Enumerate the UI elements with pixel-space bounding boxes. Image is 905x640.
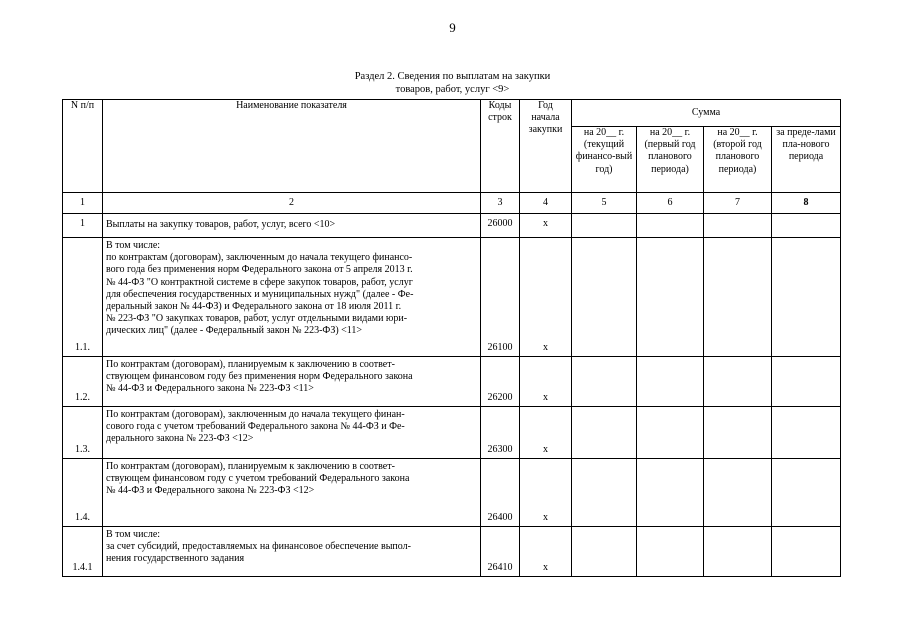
table-row (63, 214, 841, 238)
column-number: 2 (103, 193, 481, 214)
row-name (103, 214, 481, 238)
sum-cell[interactable] (704, 357, 772, 407)
header-col-7: на 20__ г. (второй год планового периода) (704, 127, 772, 193)
row-year: x (520, 214, 572, 238)
section-title-line-1: Раздел 2. Сведения по выплатам на закупки (354, 71, 551, 82)
row-name-line: ствующем финансовом году с учетом требований Федерального закона (106, 473, 410, 485)
column-number: 8 (772, 193, 841, 214)
row-name-line: № 223-ФЗ "О закупках товаров, работ, услуг отдельными видами юри- (106, 313, 408, 325)
column-number-row (63, 193, 841, 214)
sum-cell[interactable] (704, 407, 772, 459)
column-number: 4 (520, 193, 572, 214)
row-name-line: Выплаты на закупку товаров, работ, услуг, всего <10> (106, 219, 336, 231)
sum-cell[interactable] (572, 214, 637, 238)
sum-cell[interactable] (572, 459, 637, 527)
row-name-line: деральный закон № 44-ФЗ) и Федерального закона от 18 июля 2011 г. (106, 301, 402, 313)
sum-cell[interactable] (704, 527, 772, 577)
row-year: x (520, 459, 572, 527)
page-number: 9 (449, 20, 456, 35)
row-name-line: вого года без применения норм Федерального закона от 5 апреля 2013 г. (106, 264, 413, 276)
row-name-line: № 44-ФЗ "О контрактной системе в сфере закупок товаров, работ, услуг (106, 276, 413, 288)
header-col-8: за преде-лами пла-нового периода (772, 127, 841, 193)
sum-cell[interactable] (772, 459, 841, 527)
sum-cell[interactable] (772, 407, 841, 459)
sum-cell[interactable] (572, 238, 637, 357)
row-code: 26410 (481, 527, 520, 577)
row-name-line: дических лиц" (далее - Федеральный закон № 223-ФЗ) <11> (106, 325, 363, 337)
column-number: 5 (572, 193, 637, 214)
sum-cell[interactable] (704, 214, 772, 238)
row-name-line: По контрактам (договорам), заключенным до начала текущего финан- (106, 409, 405, 420)
sum-cell[interactable] (572, 407, 637, 459)
header-sum: Сумма (572, 100, 841, 127)
table-row (63, 238, 841, 357)
table-row (63, 357, 841, 407)
header-year: Год начала закупки (520, 100, 572, 193)
row-name-line: сового года с учетом требований Федерального закона № 44-ФЗ и Фе- (106, 421, 405, 433)
sum-cell[interactable] (704, 459, 772, 527)
row-year: x (520, 407, 572, 459)
row-name (103, 527, 481, 577)
sum-cell[interactable] (637, 527, 704, 577)
row-name-line: для обеспечения государственных и муниципальных нужд" (далее - Фе- (106, 288, 414, 300)
sum-cell[interactable] (637, 407, 704, 459)
header-num: N п/п (63, 100, 103, 193)
sum-cell[interactable] (637, 214, 704, 238)
column-number: 7 (704, 193, 772, 214)
section-title-line-2: товаров, работ, услуг <9> (395, 84, 510, 95)
row-name-line: В том числе: (106, 240, 161, 251)
table-row (63, 459, 841, 527)
row-number: 1 (63, 214, 103, 238)
row-name (103, 238, 481, 357)
sum-cell[interactable] (637, 238, 704, 357)
row-code: 26100 (481, 238, 520, 357)
row-name-line: № 44-ФЗ и Федерального закона № 223-ФЗ <11> (106, 383, 314, 395)
sum-cell[interactable] (637, 357, 704, 407)
header-col-5: на 20__ г. (текущий финансо-вый год) (572, 127, 637, 193)
payments-table (62, 99, 841, 577)
row-name (103, 357, 481, 407)
row-name-line: № 44-ФЗ и Федерального закона № 223-ФЗ <12> (106, 485, 315, 497)
sum-cell[interactable] (772, 214, 841, 238)
row-name-line: дерального закона № 223-ФЗ <12> (106, 433, 254, 445)
header-col-6: на 20__ г. (первый год планового периода) (637, 127, 704, 193)
sum-cell[interactable] (637, 459, 704, 527)
sum-cell[interactable] (572, 357, 637, 407)
row-year: x (520, 527, 572, 577)
row-name-line: по контрактам (договорам), заключенным до начала текущего финансо- (106, 252, 413, 264)
row-number: 1.3. (63, 407, 103, 459)
row-name (103, 407, 481, 459)
header-name: Наименование показателя (103, 100, 481, 193)
row-name-line: за счет субсидий, предоставляемых на финансовое обеспечение выпол- (106, 541, 411, 553)
section-title (0, 70, 905, 96)
row-number: 1.2. (63, 357, 103, 407)
sum-cell[interactable] (704, 238, 772, 357)
column-number: 3 (481, 193, 520, 214)
row-year: x (520, 357, 572, 407)
row-name-line: нения государственного задания (106, 553, 245, 565)
header-codes: Коды строк (481, 100, 520, 193)
table-row (63, 527, 841, 577)
column-number: 1 (63, 193, 103, 214)
sum-cell[interactable] (772, 238, 841, 357)
column-number: 6 (637, 193, 704, 214)
row-name-line: По контрактам (договорам), планируемым к заключению в соответ- (106, 359, 395, 370)
row-number: 1.4. (63, 459, 103, 527)
row-number: 1.4.1 (63, 527, 103, 577)
row-year: x (520, 238, 572, 357)
row-code: 26400 (481, 459, 520, 527)
row-name-line: В том числе: (106, 529, 161, 540)
row-code: 26300 (481, 407, 520, 459)
row-code: 26000 (481, 214, 520, 238)
sum-cell[interactable] (772, 357, 841, 407)
row-name-line: ствующем финансовом году без применения норм Федерального закона (106, 371, 413, 383)
row-name-line: По контрактам (договорам), планируемым к заключению в соответ- (106, 461, 395, 472)
table-row (63, 407, 841, 459)
row-name (103, 459, 481, 527)
row-code: 26200 (481, 357, 520, 407)
sum-cell[interactable] (772, 527, 841, 577)
row-number: 1.1. (63, 238, 103, 357)
sum-cell[interactable] (572, 527, 637, 577)
